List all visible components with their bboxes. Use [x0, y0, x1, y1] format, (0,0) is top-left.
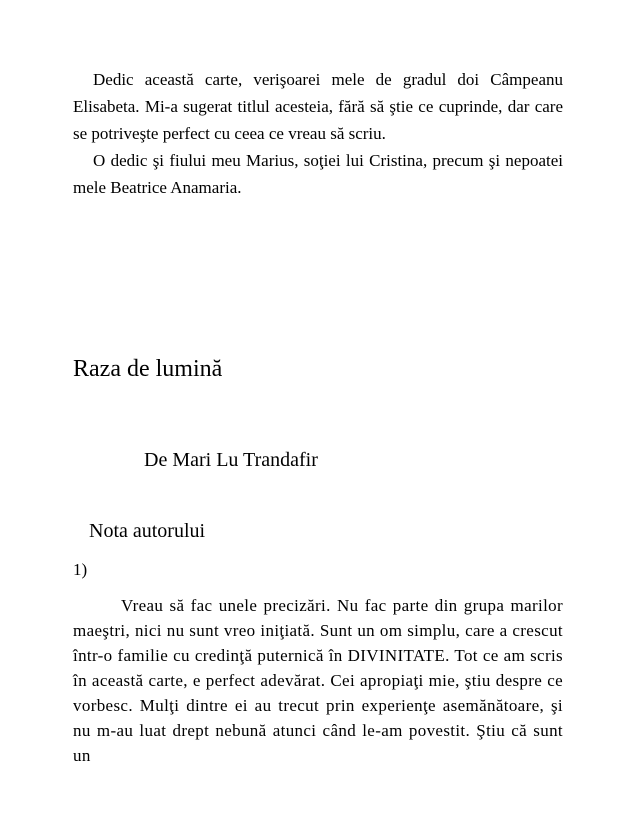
author-note-heading: Nota autorului — [89, 520, 206, 542]
author-note-number: 1) — [73, 560, 88, 579]
dedication-paragraph-1: Dedic această carte, verişoarei mele de gradul doi Câmpeanu Elisabeta. Mi-a sugerat titlul acesteia, fără să ştie ce cuprinde, dar care se potriveşte perfect cu ceea ce vreau să scriu. — [73, 70, 563, 143]
author-byline: De Mari Lu Trandafir — [144, 449, 318, 471]
book-title: Raza de lumină — [73, 356, 223, 382]
dedication-paragraph-2: O dedic şi fiului meu Marius, soţiei lui Cristina, precum şi nepoatei mele Beatrice Anamaria. — [73, 151, 563, 197]
author-note-text: Vreau să fac unele precizări. Nu fac parte din grupa marilor maeştri, nici nu sunt vreo iniţiată. Sunt un om simplu, care a crescut într-o familie cu credinţă puternică în DIVINITATE. Tot ce am scris în această carte, e perfect adevărat. Cei apropiaţi mie, ştiu despre ce vorbesc. Mulţi dintre ei au trecut prin experienţe asemănătoare, şi nu m-au luat drept nebună atunci când le-am povestit. Ştiu că sunt un — [73, 596, 563, 765]
